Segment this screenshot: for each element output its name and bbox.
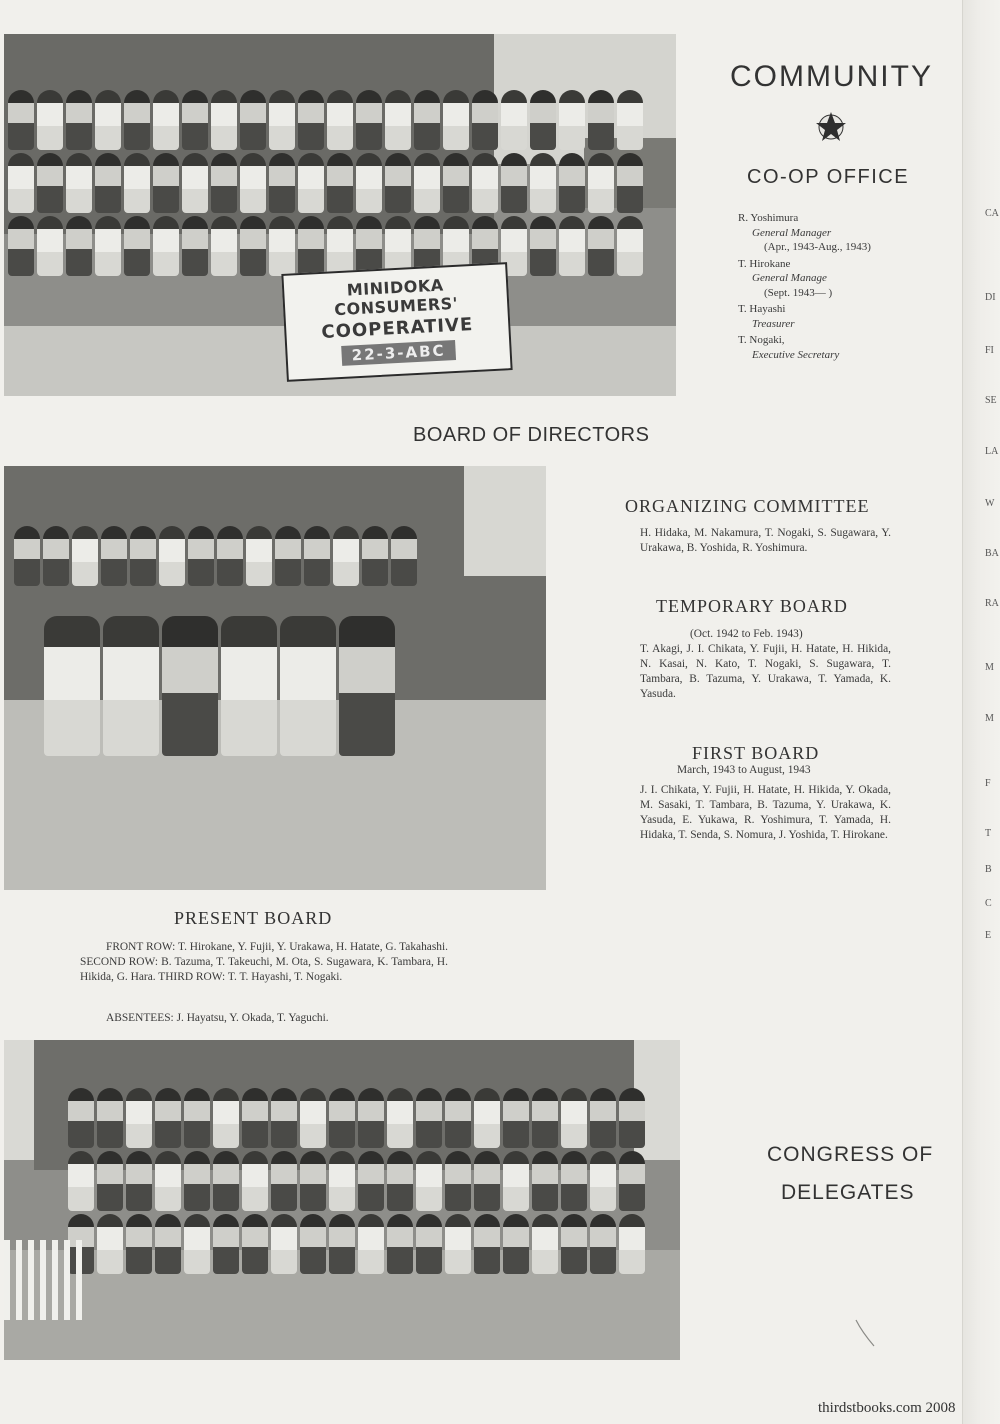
edge-letter: SE xyxy=(985,395,997,406)
organizing-committee-title: ORGANIZING COMMITTEE xyxy=(625,496,870,516)
pencil-mark xyxy=(854,1318,878,1348)
coop-office-photo xyxy=(4,34,676,396)
edge-letter: W xyxy=(985,498,995,509)
edge-letter: CA xyxy=(985,208,999,219)
sign-line-1: MINIDOKA CONSUMERS' xyxy=(333,275,459,320)
edge-letter: FI xyxy=(985,345,994,356)
organizing-committee-text: H. Hidaka, M. Nakamura, T. Nogaki, S. Sugawara, Y. Urakawa, B. Yoshida, R. Yoshimura. xyxy=(640,527,891,554)
board-of-directors-heading: BOARD OF DIRECTORS xyxy=(413,424,650,446)
watermark: thirdstbooks.com 2008 xyxy=(818,1400,956,1416)
congress-heading-line-1: CONGRESS OF xyxy=(767,1143,934,1166)
sign-line-3: 22-3-ABC xyxy=(341,340,456,366)
edge-letter: M xyxy=(985,662,994,673)
temporary-board-dates: (Oct. 1942 to Feb. 1943) xyxy=(690,628,803,640)
officer-name: T. Nogaki, xyxy=(738,334,785,346)
edge-letter: B xyxy=(985,864,992,875)
edge-letter: C xyxy=(985,898,992,909)
edge-letter: T xyxy=(985,828,992,839)
present-board-photo xyxy=(4,466,546,890)
officer-list xyxy=(738,211,928,362)
edge-letter: LA xyxy=(985,446,999,457)
community-title: COMMUNITY xyxy=(730,60,933,93)
temporary-board-text: T. Akagi, J. I. Chikata, Y. Fujii, H. Hatate, H. Hikida, N. Kasai, N. Kato, T. Nogaki, S. Sugawara, T. Tambara, B. Tazuma, Y. Urakawa, T. Yamada, K. Yasuda. xyxy=(640,643,891,700)
officer-title: Executive Secretary xyxy=(752,348,840,361)
officer-name: T. Hayashi xyxy=(738,303,786,315)
officer-entry xyxy=(738,257,928,301)
star-icon xyxy=(814,110,848,144)
officer-name: R. Yoshimura xyxy=(738,212,799,224)
edge-letter: M xyxy=(985,713,994,724)
first-board-title: FIRST BOARD xyxy=(692,743,820,763)
congress-heading-line-2: DELEGATES xyxy=(781,1181,915,1204)
officer-title: Treasurer xyxy=(752,317,795,330)
picket-fence xyxy=(4,1240,84,1320)
officer-period: (Sept. 1943— ) xyxy=(764,286,833,299)
temporary-board-title: TEMPORARY BOARD xyxy=(656,596,848,616)
sign-line-2: COOPERATIVE xyxy=(320,314,474,343)
edge-letter: F xyxy=(985,778,991,789)
officer-title: General Manager xyxy=(752,226,832,239)
edge-letter: DI xyxy=(985,292,996,303)
officer-entry xyxy=(738,211,928,255)
edge-letter: E xyxy=(985,930,992,941)
present-board-title: PRESENT BOARD xyxy=(174,908,333,928)
officer-title: General Manage xyxy=(752,272,827,284)
officer-entry xyxy=(738,302,928,331)
first-board-text: J. I. Chikata, Y. Fujii, H. Hatate, H. Hikida, Y. Okada, M. Sasaki, T. Tambara, B. Tazuma, Y. Urakawa, K. Yasuda, E. Yukawa, R. Yoshimura, T. Yamada, H. Hidaka, T. Senda, S. Nomura, J. Yoshida, T. Hirokane. xyxy=(640,784,891,841)
present-board-text: FRONT ROW: T. Hirokane, Y. Fujii, Y. Urakawa, H. Hatate, G. Takahashi. SECOND ROW: B. Tazuma, T. Takeuchi, M. Ota, S. Sugawara, K. Tambara, H. Hikida, G. Hara. THIRD ROW: T. T. Hayashi, T. Nogaki. xyxy=(80,941,448,983)
coop-sign xyxy=(281,262,512,382)
first-board-dates: March, 1943 to August, 1943 xyxy=(677,764,811,776)
edge-letter: BA xyxy=(985,548,999,559)
officer-name: T. Hirokane xyxy=(738,257,791,270)
coop-office-title: CO-OP OFFICE xyxy=(747,166,910,188)
congress-photo xyxy=(4,1040,680,1360)
officer-period: (Apr., 1943-Aug., 1943) xyxy=(764,241,871,253)
edge-letter: RA xyxy=(985,598,999,609)
officer-entry xyxy=(738,333,928,362)
present-board-absentees: ABSENTEES: J. Hayatsu, Y. Okada, T. Yaguchi. xyxy=(106,1012,329,1024)
adjacent-page-edge xyxy=(962,0,1000,1424)
